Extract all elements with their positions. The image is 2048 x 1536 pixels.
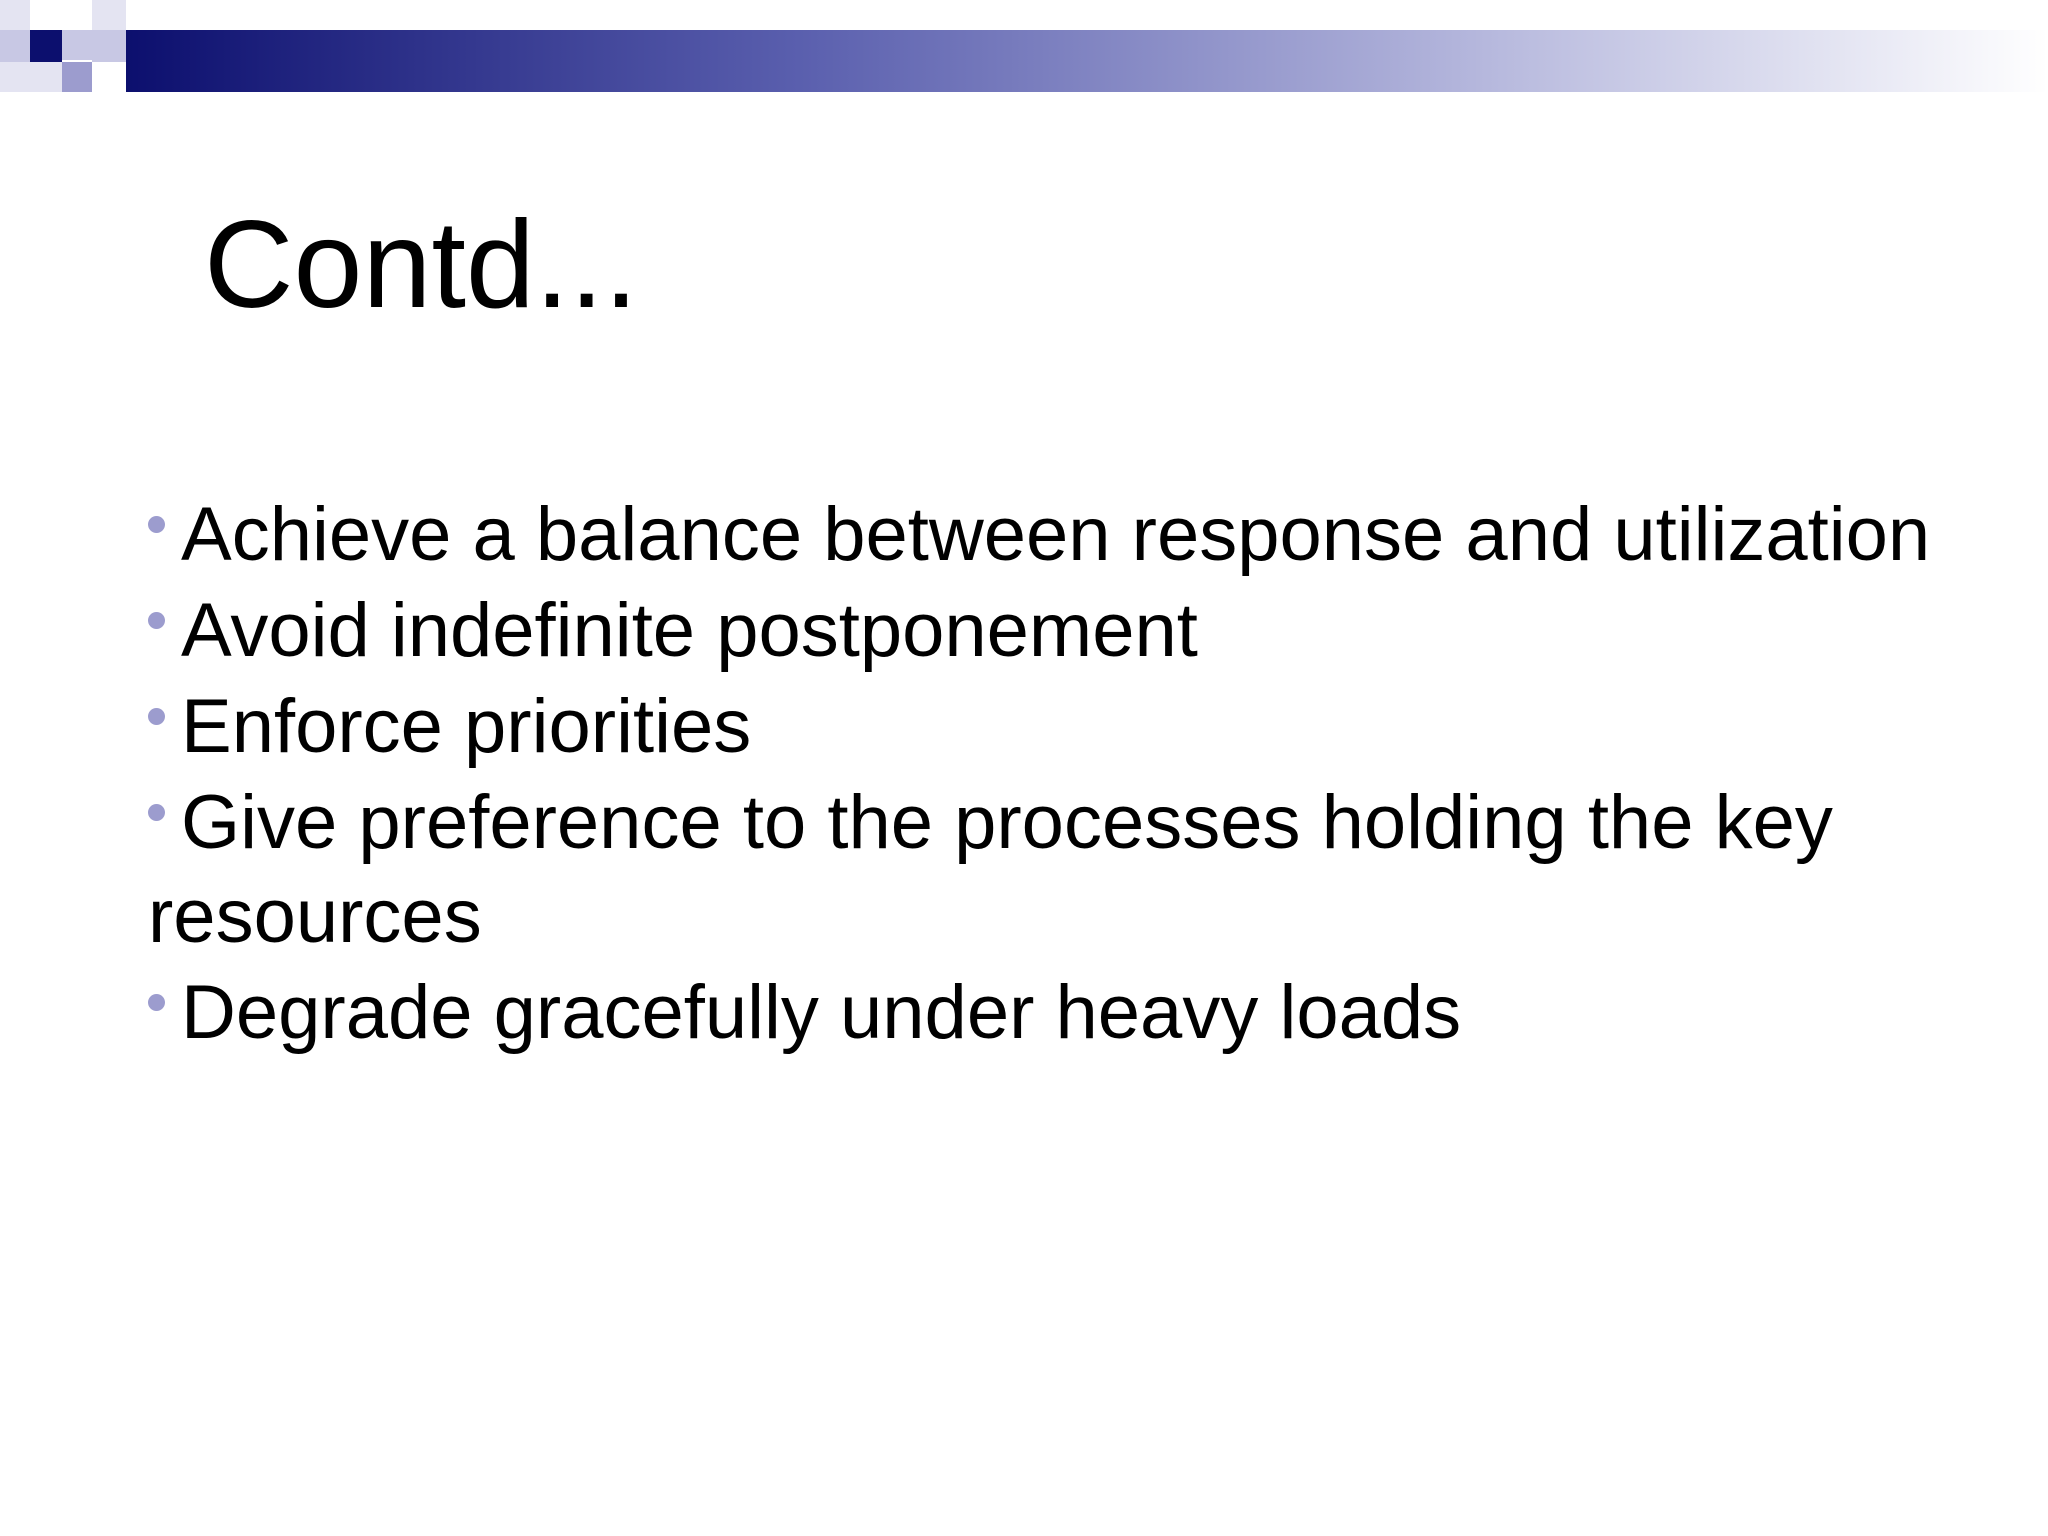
bullet-text: Enforce priorities	[181, 684, 752, 769]
decor-square	[30, 30, 62, 62]
list-item	[148, 776, 2008, 964]
bullet-icon	[148, 516, 165, 533]
slide-title: Contd...	[204, 196, 639, 334]
decor-square	[0, 0, 30, 30]
bullet-icon	[148, 612, 165, 629]
bullet-text: Give preference to the processes holding the key resources	[148, 780, 1833, 959]
decor-square	[0, 62, 30, 92]
bullet-text: Avoid indefinite postponement	[181, 588, 1198, 673]
decor-square	[92, 0, 126, 30]
header-gradient-band	[126, 30, 2048, 92]
list-item	[148, 680, 2008, 774]
decor-square	[62, 62, 92, 92]
list-item	[148, 966, 2008, 1060]
bullet-icon	[148, 708, 165, 725]
bullet-list	[148, 488, 2008, 1062]
decor-square	[0, 30, 30, 62]
list-item	[148, 488, 2008, 582]
bullet-icon	[148, 804, 165, 821]
bullet-icon	[148, 994, 165, 1011]
bullet-text: Achieve a balance between response and utilization	[181, 492, 1931, 577]
list-item	[148, 584, 2008, 678]
decor-square	[62, 30, 92, 60]
decor-square	[30, 62, 62, 92]
decor-square	[92, 30, 126, 62]
bullet-text: Degrade gracefully under heavy loads	[181, 970, 1462, 1055]
